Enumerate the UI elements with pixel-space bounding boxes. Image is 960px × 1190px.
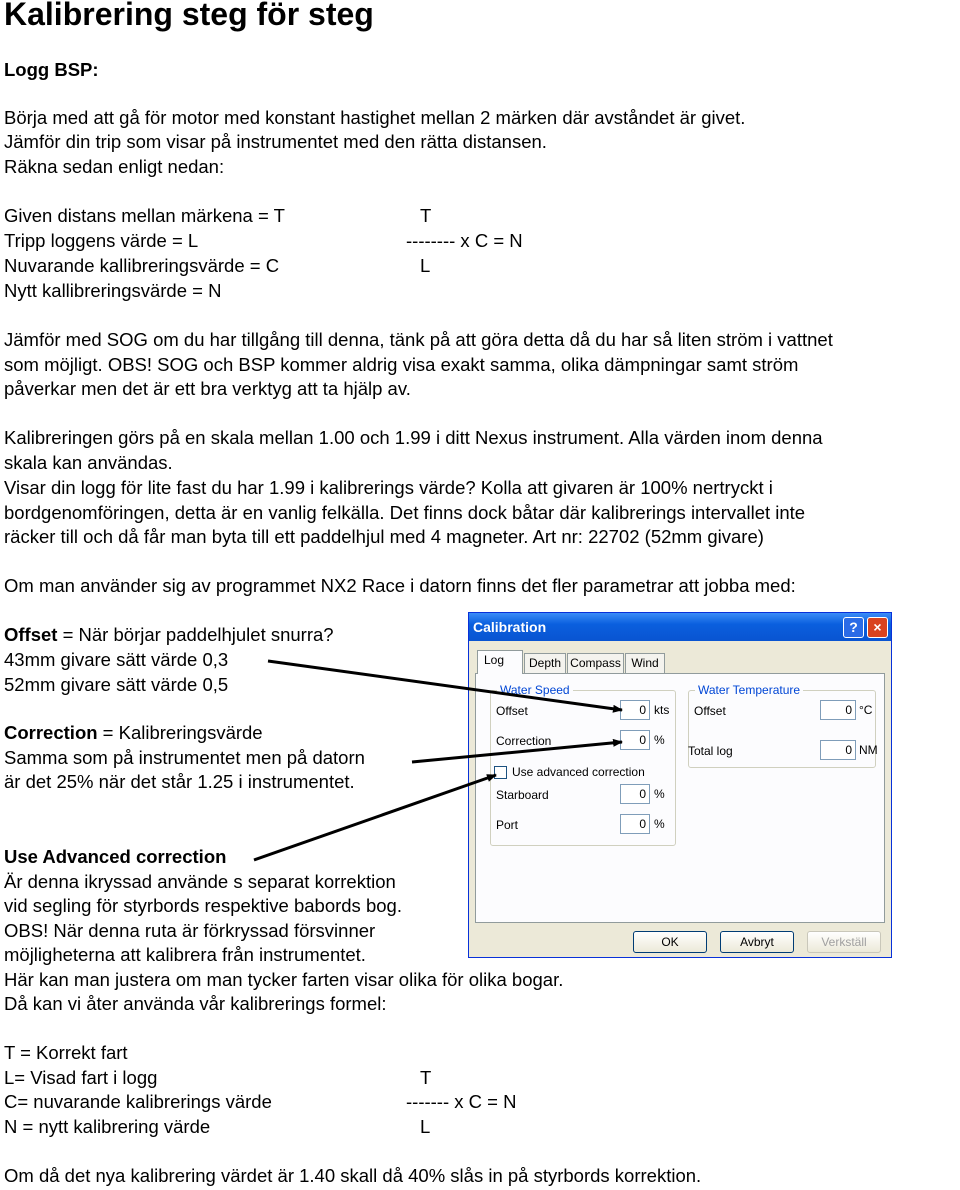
correction-line: Samma som på instrumentet men på datorn xyxy=(4,747,365,768)
advanced-arrow xyxy=(254,775,496,860)
logg-heading: Logg BSP: xyxy=(4,59,99,80)
formula2-numerator: T xyxy=(420,1067,432,1088)
nx2-line: Om man använder sig av programmet NX2 Race i datorn finns det fler parametrar att jobba med: xyxy=(4,575,796,596)
definition2-line: T = Korrekt fart xyxy=(4,1042,128,1063)
apply-button[interactable]: Verkställ xyxy=(807,931,881,953)
formula-numerator: T xyxy=(420,205,432,226)
ws-offset-label: Offset xyxy=(496,704,528,718)
intro-line: Räkna sedan enligt nedan: xyxy=(4,156,225,177)
total-log-label: Total log xyxy=(688,744,733,758)
offset-label: Offset xyxy=(4,624,58,645)
ws-correction-unit: % xyxy=(654,733,665,747)
advanced-line: Då kan vi åter använda vår kalibrerings formel: xyxy=(4,993,387,1014)
ws-port-unit: % xyxy=(654,817,665,831)
definition-line: Nuvarande kallibreringsvärde = C xyxy=(4,255,280,276)
ok-button[interactable]: OK xyxy=(633,931,707,953)
ws-starboard-unit: % xyxy=(654,787,665,801)
tab-wind[interactable]: Wind xyxy=(625,653,665,673)
tab-log[interactable]: Log xyxy=(477,650,523,674)
range-line: bordgenomföringen, detta är en vanlig felkälla. Det finns dock båtar där kalibrerings intervallet inte xyxy=(4,502,806,523)
correction-line: är det 25% när det står 1.25 i instrumentet. xyxy=(4,771,355,792)
sog-line: påverkar men det är ett bra verktyg att ta hjälp av. xyxy=(4,378,411,399)
water-temperature-label: Water Temperature xyxy=(695,683,803,697)
page-title: Kalibrering steg för steg xyxy=(4,0,374,32)
total-log-unit: NM xyxy=(859,743,878,757)
formula2-fraction: ------- x C = N xyxy=(406,1091,517,1112)
definition-line: Nytt kallibreringsvärde = N xyxy=(4,280,222,301)
total-log-input[interactable]: 0 xyxy=(820,740,856,760)
advanced-heading: Use Advanced correction xyxy=(4,846,227,867)
ws-offset-unit: kts xyxy=(654,703,670,717)
offset-description: = När börjar paddelhjulet snurra? xyxy=(57,624,334,645)
advanced-line: Är denna ikryssad använde s separat korrektion xyxy=(4,871,396,892)
ws-correction-label: Correction xyxy=(496,734,552,748)
ws-starboard-input[interactable]: 0 xyxy=(620,784,650,804)
sog-line: Jämför med SOG om du har tillgång till denna, tänk på att göra detta då du har så liten ström i vattnet xyxy=(4,329,833,350)
range-line: räcker till och då får man byta till ett paddelhjul med 4 magneter. Art nr: 22702 (52mm givare) xyxy=(4,526,764,547)
wt-offset-label: Offset xyxy=(694,704,726,718)
use-advanced-correction-label: Use advanced correction xyxy=(512,765,645,779)
formula-denominator: L xyxy=(420,255,431,276)
offset-line: 52mm givare sätt värde 0,5 xyxy=(4,674,229,695)
offset-line: 43mm givare sätt värde 0,3 xyxy=(4,649,229,670)
definition2-line: N = nytt kalibrering värde xyxy=(4,1116,211,1137)
range-line: Visar din logg för lite fast du har 1.99 i kalibrerings värde? Kolla att givaren är 100% nertryckt i xyxy=(4,477,773,498)
intro-line: Börja med att gå för motor med konstant hastighet mellan 2 märken där avståndet är givet. xyxy=(4,107,746,128)
dialog-title: Calibration xyxy=(473,619,547,635)
correction-description: = Kalibreringsvärde xyxy=(97,722,263,743)
range-line: skala kan användas. xyxy=(4,452,173,473)
ws-starboard-label: Starboard xyxy=(496,788,549,802)
tab-depth[interactable]: Depth xyxy=(524,653,566,673)
tab-compass[interactable]: Compass xyxy=(567,653,624,673)
intro-line: Jämför din trip som visar på instrumentet med den rätta distansen. xyxy=(4,131,547,152)
advanced-line: möjligheterna att kalibrera från instrumentet. xyxy=(4,944,366,965)
sog-line: som möjligt. OBS! SOG och BSP kommer aldrig visa exakt samma, olika dämpningar samt ström xyxy=(4,354,799,375)
correction-arrow xyxy=(412,742,622,762)
formula2-denominator: L xyxy=(420,1116,431,1137)
correction-label: Correction xyxy=(4,722,98,743)
formula-fraction: -------- x C = N xyxy=(406,230,523,251)
ws-port-label: Port xyxy=(496,818,519,832)
definition2-line: L= Visad fart i logg xyxy=(4,1067,158,1088)
ws-port-input[interactable]: 0 xyxy=(620,814,650,834)
offset-arrow xyxy=(268,661,622,710)
close-button[interactable]: × xyxy=(867,617,888,638)
definition-line: Tripp loggens värde = L xyxy=(4,230,199,251)
ws-offset-input[interactable]: 0 xyxy=(620,700,650,720)
cancel-button[interactable]: Avbryt xyxy=(720,931,794,953)
advanced-line: vid segling för styrbords respektive babords bog. xyxy=(4,895,402,916)
advanced-line: OBS! När denna ruta är förkryssad försvinner xyxy=(4,920,376,941)
advanced-line: Här kan man justera om man tycker farten visar olika för olika bogar. xyxy=(4,969,564,990)
definition-line: Given distans mellan märkena = T xyxy=(4,205,285,226)
wt-offset-unit: °C xyxy=(859,703,873,717)
ws-correction-input[interactable]: 0 xyxy=(620,730,650,750)
water-speed-label: Water Speed xyxy=(497,683,573,697)
definition2-line: C= nuvarande kalibrerings värde xyxy=(4,1091,272,1112)
wt-offset-input[interactable]: 0 xyxy=(820,700,856,720)
final-line: Om då det nya kalibrering värdet är 1.40 skall då 40% slås in på styrbords korrektion. xyxy=(4,1165,702,1186)
range-line: Kalibreringen görs på en skala mellan 1.00 och 1.99 i ditt Nexus instrument. Alla värden inom denna xyxy=(4,427,823,448)
help-button[interactable]: ? xyxy=(843,617,864,638)
